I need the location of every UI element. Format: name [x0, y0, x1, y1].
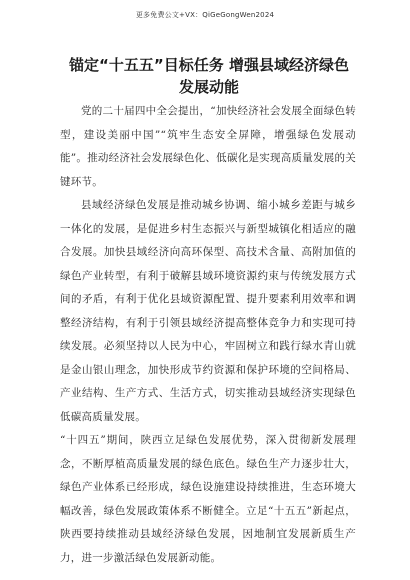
- document-title: 锚定“十五五”目标任务 增强县域经济绿色发展动能: [69, 56, 349, 96]
- body-paragraph: “十四五”期间，陕西立足绿色发展优势，深入贯彻新发展理念，不断厚植高质量发展的绿色底色。绿色生产力逐步壮大，绿色产业体系已经形成，绿色设施建设持续推进，生态环境大幅改善，绿色发展政策体系不断健全。立足“十五五”新起点，陕西要持续推动县域经济绿色发展，因地制宜发展新质生产力，进一步激活绿色发展新动能。: [60, 434, 356, 564]
- body-paragraph: 县域经济绿色发展是推动城乡协调、缩小城乡差距与城乡一体化的发展，是促进乡村生态振兴与新型城镇化相适应的融合发展。加快县域经济向高环保型、高技术含量、高附加值的绿色产业转型，有利于破解县域环境资源约束与传统发展方式间的矛盾，有利于优化县域资源配置、提升要素利用效率和调整经济结构，有利于引领县域经济提高整体竞争力和实现可持续发展。必须坚持以人民为中心，牢固树立和践行绿水青山就是金山银山理念，加快形成节约资源和保护环境的空间格局、产业结构、生产方式、生活方式，切实推动县域经济实现绿色低碳高质量发展。: [60, 199, 356, 423]
- page-header: 更多免费公文+VX：QiGeGongWen2024: [135, 11, 275, 19]
- document-body: [60, 100, 356, 570]
- body-paragraph: 党的二十届四中全会提出，“加快经济社会发展全面绿色转型，建设美丽中国”“筑牢生态安全屏障，增强绿色发展动能”。推动经济社会发展绿色化、低碳化是实现高质量发展的关键环节。: [60, 105, 356, 188]
